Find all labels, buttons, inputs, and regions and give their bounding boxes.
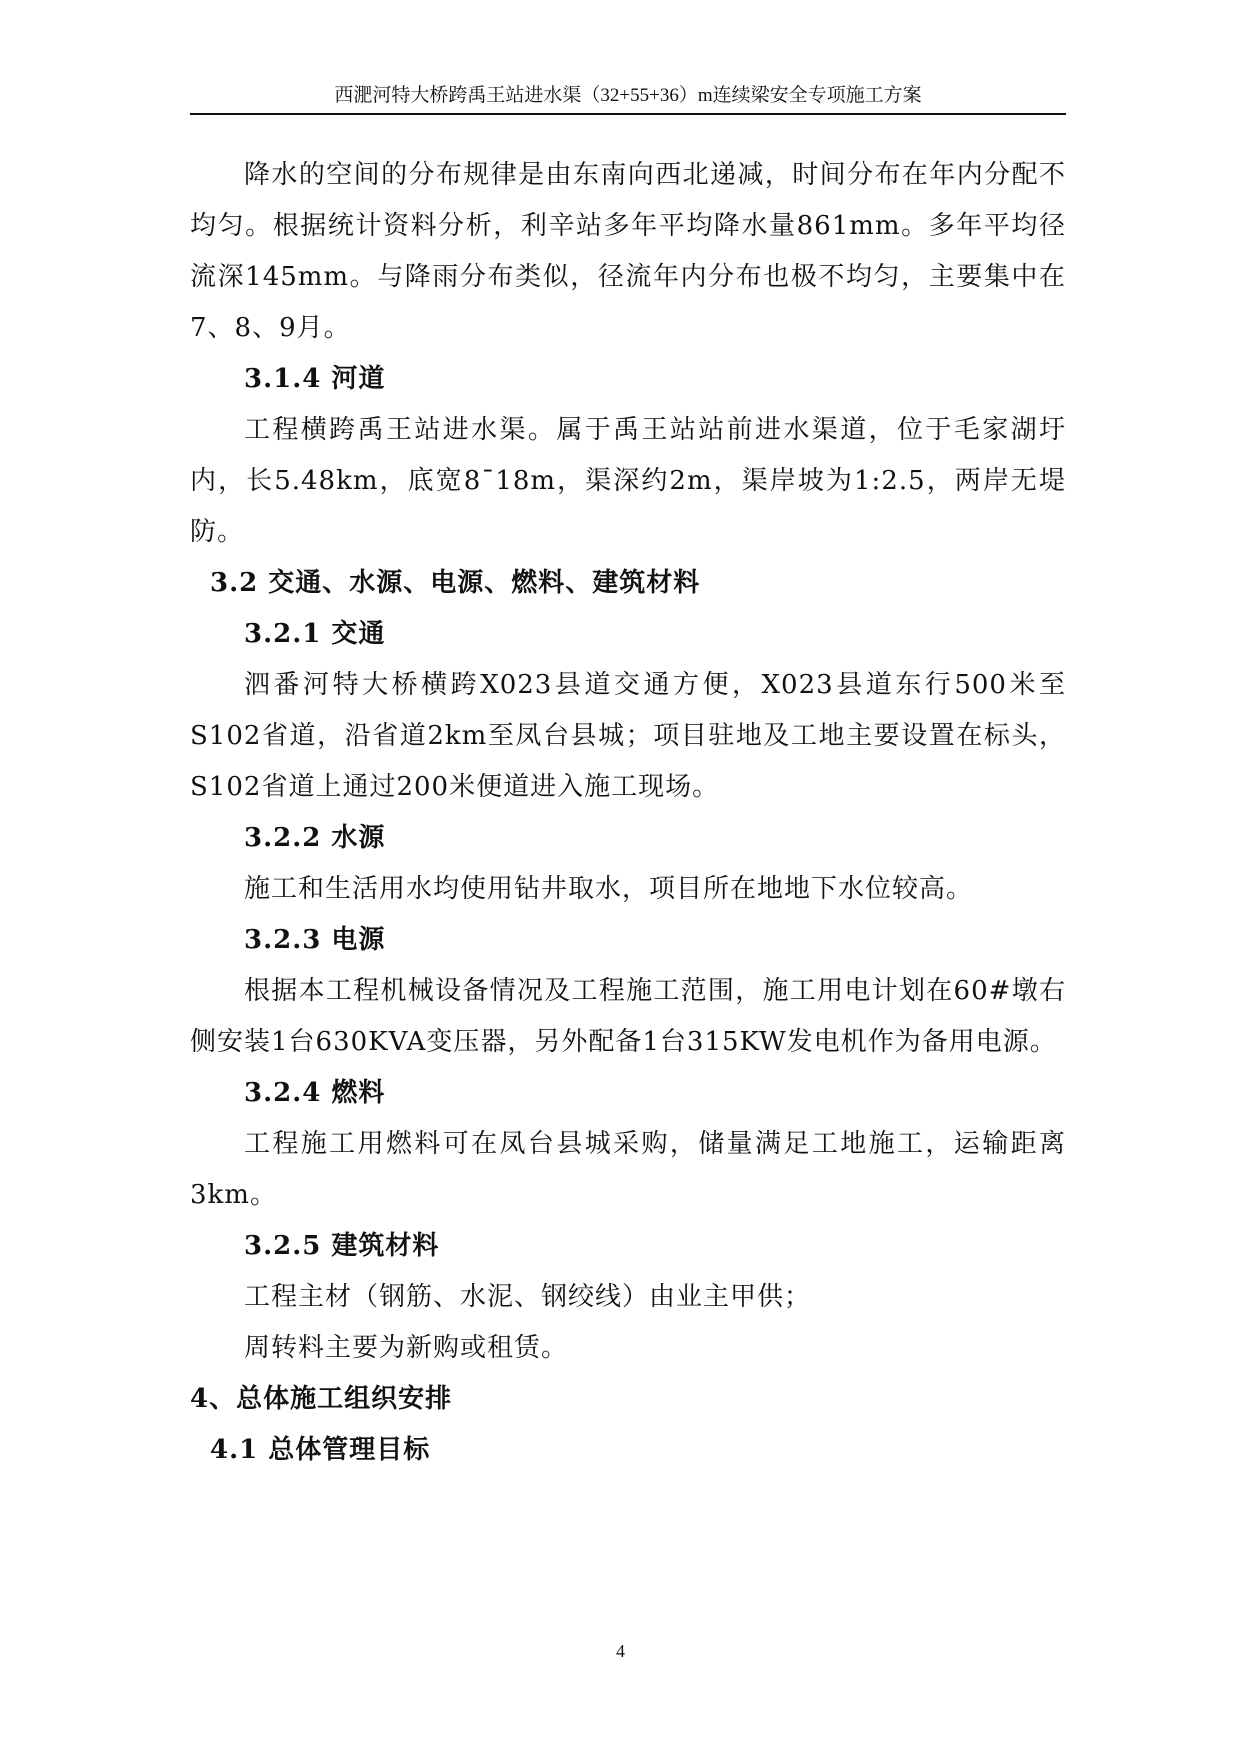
paragraph-power: 根据本工程机械设备情况及工程施工范围，施工用电计划在60#墩右侧安装1台630KVA变压器，另外配备1台315KW发电机作为备用电源。: [190, 976, 1066, 1057]
page-number: 4: [616, 1641, 625, 1661]
paragraph-traffic: 泗番河特大桥横跨X023县道交通方便，X023县道东行500米至S102省道，沿省道2km至凤台县城；项目驻地及工地主要设置在标头，S102省道上通过200米便道进入施工现场。: [190, 670, 1066, 802]
paragraph-water: 施工和生活用水均使用钻井取水，项目所在地地下水位较高。: [244, 874, 974, 904]
heading-4-organization: 4、总体施工组织安排: [190, 1384, 453, 1414]
heading-3-2-3-power: 3.2.3 电源: [244, 925, 386, 955]
heading-3-2-1-traffic: 3.2.1 交通: [244, 619, 386, 649]
paragraph-materials-turnover: 周转料主要为新购或租赁。: [244, 1333, 569, 1363]
header-rule: [190, 113, 1066, 115]
paragraph-materials-main: 工程主材（钢筋、水泥、钢绞线）由业主甲供；: [244, 1282, 812, 1312]
heading-4-1-management-goals: 4.1 总体管理目标: [210, 1435, 431, 1465]
running-header: 西淝河特大桥跨禹王站进水渠（32+55+36）m连续梁安全专项施工方案: [334, 85, 922, 106]
paragraph-fuel: 工程施工用燃料可在凤台县城采购，储量满足工地施工，运输距离3km。: [190, 1129, 1066, 1210]
paragraph-river: 工程横跨禹王站进水渠。属于禹王站站前进水渠道，位于毛家湖圩内，长5.48km，底宽8¯18m，渠深约2m，渠岸坡为1:2.5，两岸无堤防。: [190, 415, 1066, 547]
heading-3-2-5-materials: 3.2.5 建筑材料: [244, 1231, 440, 1261]
heading-3-2-2-water: 3.2.2 水源: [244, 823, 386, 853]
heading-3-1-4-river: 3.1.4 河道: [244, 364, 386, 394]
heading-3-2-resources: 3.2 交通、水源、电源、燃料、建筑材料: [210, 568, 701, 598]
document-body: [190, 150, 1066, 1476]
paragraph-rainfall: 降水的空间的分布规律是由东南向西北递减，时间分布在年内分配不均匀。根据统计资料分析，利辛站多年平均降水量861mm。多年平均径流深145mm。与降雨分布类似，径流年内分布也极不均匀，主要集中在7、8、9月。: [190, 160, 1066, 343]
heading-3-2-4-fuel: 3.2.4 燃料: [244, 1078, 386, 1108]
